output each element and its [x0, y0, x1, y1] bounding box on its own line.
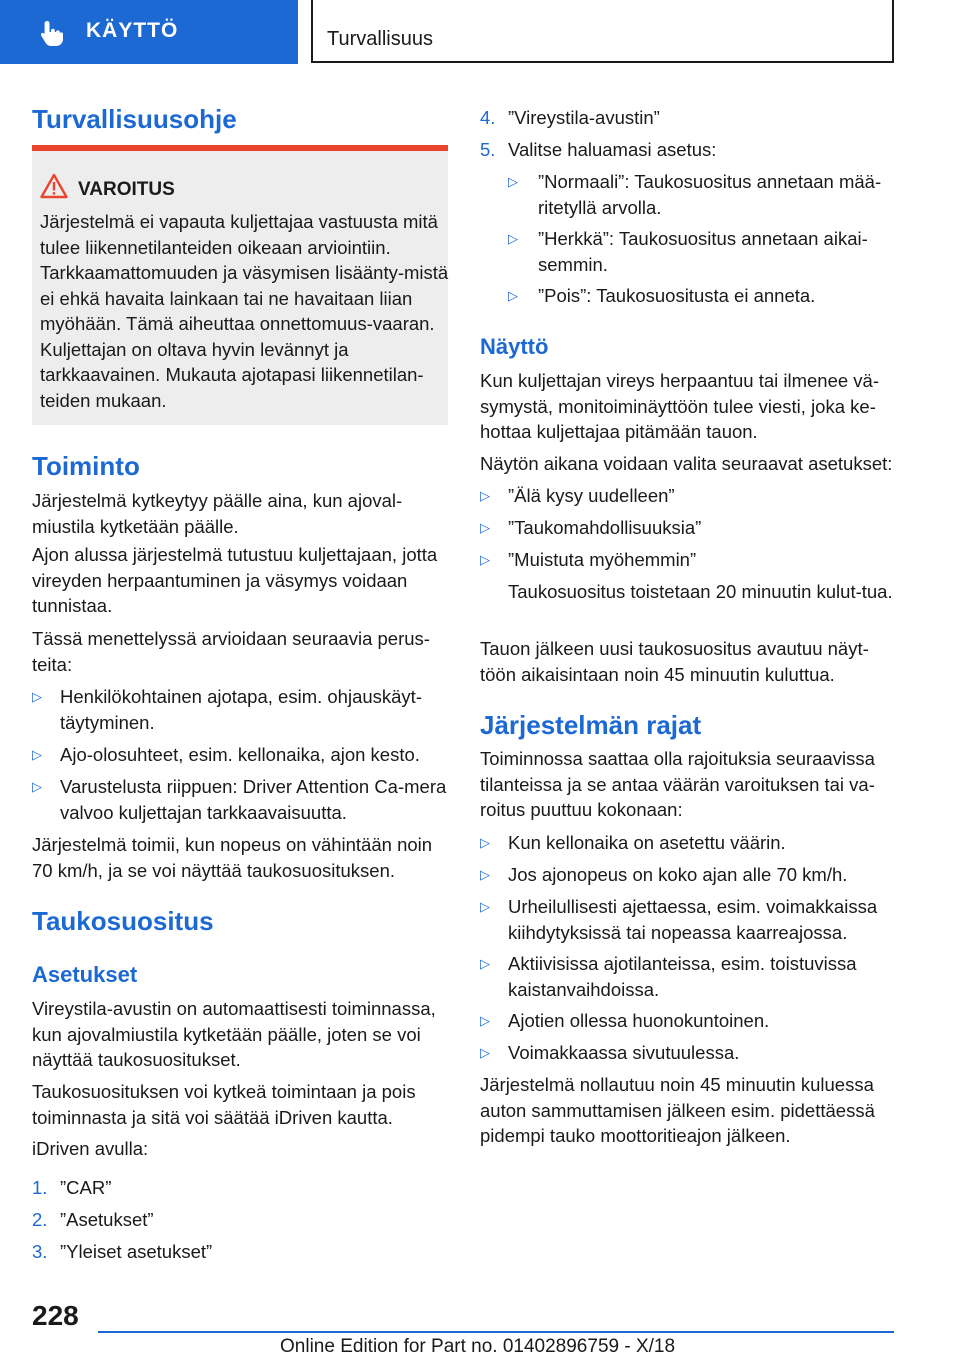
section-tab — [0, 0, 298, 64]
triangle-bullet-icon: ▷ — [480, 552, 490, 567]
hand-pointer-icon — [36, 17, 68, 49]
edition-note: Online Edition for Part no. 01402896759 - X/18 — [280, 1336, 676, 1357]
triangle-bullet-icon: ▷ — [32, 689, 42, 704]
safety-heading: Turvallisuusohje — [32, 104, 237, 134]
page-number: 228 — [32, 1300, 79, 1331]
triangle-bullet-icon: ▷ — [508, 174, 518, 189]
warning-box — [32, 145, 448, 425]
footer-divider — [98, 1331, 894, 1333]
triangle-bullet-icon: ▷ — [480, 867, 490, 882]
warning-title: VAROITUS — [78, 179, 175, 200]
triangle-bullet-icon: ▷ — [480, 899, 490, 914]
settings-para-1: Vireystila-avustin on automaattisesti toiminnassa, kun ajovalmiustila kytketään päälle, joten se voi näyttää taukosuositukset. — [32, 998, 436, 1070]
triangle-bullet-icon: ▷ — [480, 956, 490, 971]
warning-triangle-icon — [40, 173, 68, 199]
function-para-4: Järjestelmä toimii, kun nopeus on vähintään noin 70 km/h, ja se voi näyttää taukosuosituksen. — [32, 834, 433, 881]
triangle-bullet-icon: ▷ — [508, 231, 518, 246]
function-heading: Toiminto — [32, 451, 140, 481]
triangle-bullet-icon: ▷ — [32, 779, 42, 794]
section-label: KÄYTTÖ — [86, 19, 179, 42]
function-para-3: Tässä menettelyssä arvioidaan seuraavia perus-teita: — [32, 628, 430, 675]
limits-para-2: Järjestelmä nollautuu noin 45 minuutin kuluessa auton sammuttamisen jälkeen esim. pidettäessä pidempi tauko moottoritieajon jälkeen. — [480, 1074, 875, 1146]
warning-text: Järjestelmä ei vapauta kuljettajaa vastuusta mitä tulee liikennetilanteiden oikeaan arviointiin. Tarkkaamattomuuden ja väsymisen lisäänty-mistä ei ehkä havaita lainkaan tai ne havaitaan liian myöhään. Tämä aiheuttaa onnettomuus-vaaran. Kuljettajan on oltava hyvin levännyt ja tarkkaavainen. Mukauta ajotapasi liikennetilan-teiden mukaan. — [40, 211, 449, 411]
triangle-bullet-icon: ▷ — [480, 1045, 490, 1060]
display-heading: Näyttö — [480, 334, 549, 359]
chapter-title: Turvallisuus — [327, 28, 433, 50]
reminder-note: Taukosuositus toistetaan 20 minuutin kulut-tua. — [508, 581, 893, 602]
triangle-bullet-icon: ▷ — [32, 747, 42, 762]
break-recommendation-heading: Taukosuositus — [32, 906, 214, 936]
triangle-bullet-icon: ▷ — [508, 288, 518, 303]
settings-para-2: Taukosuosituksen voi kytkeä toimintaan ja pois toiminnasta ja sitä voi säätää iDriven kautta. — [32, 1081, 416, 1128]
chapter-title-box — [311, 0, 894, 63]
system-limits-heading: Järjestelmän rajat — [480, 710, 702, 740]
display-para-2: Näytön aikana voidaan valita seuraavat asetukset: — [480, 453, 893, 474]
function-para-2: Ajon alussa järjestelmä tutustuu kuljettajaan, jotta vireyden herpaantuminen ja väsymys voidaan tunnistaa. — [32, 544, 438, 616]
settings-subheading: Asetukset — [32, 962, 138, 987]
function-para-1: Järjestelmä kytkeytyy päälle aina, kun ajoval-miustila kytketään päälle. — [32, 490, 403, 537]
triangle-bullet-icon: ▷ — [480, 835, 490, 850]
settings-para-3: iDriven avulla: — [32, 1138, 149, 1159]
display-para-1: Kun kuljettajan vireys herpaantuu tai ilmenee vä-symystä, monitoiminäyttöön tulee viesti, joka ke-hottaa kuljettajaa pitämään tauon. — [480, 370, 880, 442]
triangle-bullet-icon: ▷ — [480, 488, 490, 503]
limits-para-1: Toiminnossa saattaa olla rajoituksia seuraavissa tilanteissa ja se antaa väärän varoituksen tai va-roitus puuttuu kokonaan: — [480, 748, 875, 820]
display-para-3: Tauon jälkeen uusi taukosuositus avautuu näyt-töön aikaisintaan noin 45 minuutin kuluttua. — [480, 638, 869, 685]
triangle-bullet-icon: ▷ — [480, 1013, 490, 1028]
triangle-bullet-icon: ▷ — [480, 520, 490, 535]
